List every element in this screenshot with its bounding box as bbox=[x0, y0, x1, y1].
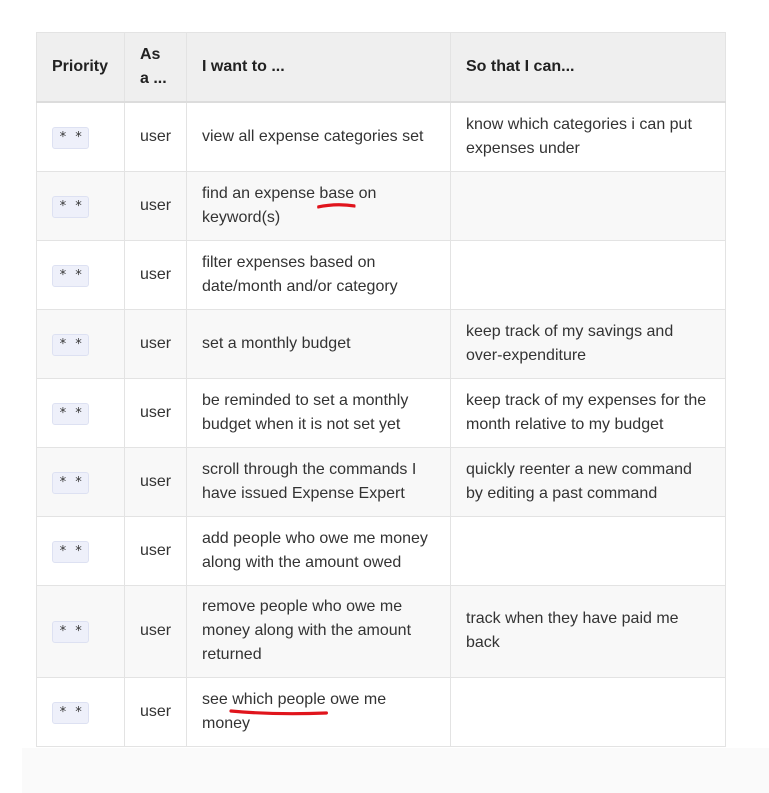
page-footer-band bbox=[22, 748, 769, 793]
want-text-marked: which people bbox=[232, 690, 326, 708]
role-cell: user bbox=[125, 677, 187, 746]
want-cell: view all expense categories set bbox=[187, 102, 451, 171]
priority-cell bbox=[37, 378, 125, 447]
priority-cell bbox=[37, 171, 125, 240]
table-row bbox=[37, 309, 726, 378]
want-cell: remove people who owe me money along with the amount returned bbox=[187, 585, 451, 677]
priority-badge: * * bbox=[52, 403, 89, 425]
table-row bbox=[37, 378, 726, 447]
want-text-before: see bbox=[202, 690, 233, 708]
role-cell: user bbox=[125, 516, 187, 585]
so-that-cell: track when they have paid me back bbox=[451, 585, 726, 677]
want-text-after: owe me money bbox=[202, 690, 387, 732]
want-text-before: find an expense bbox=[202, 184, 320, 202]
priority-badge: * * bbox=[52, 472, 89, 494]
priority-badge: * * bbox=[52, 265, 89, 287]
role-cell: user bbox=[125, 240, 187, 309]
header-as-a: As a ... bbox=[125, 33, 187, 103]
role-cell: user bbox=[125, 447, 187, 516]
priority-badge: * * bbox=[52, 196, 89, 218]
priority-badge: * * bbox=[52, 127, 89, 149]
priority-cell bbox=[37, 585, 125, 677]
so-that-cell: quickly reenter a new command by editing a past command bbox=[451, 447, 726, 516]
red-underline-annotation bbox=[232, 691, 325, 708]
red-underline-icon bbox=[317, 201, 356, 211]
priority-cell bbox=[37, 447, 125, 516]
priority-badge: * * bbox=[52, 334, 89, 356]
header-so-that: So that I can... bbox=[451, 33, 726, 103]
so-that-cell: keep track of my savings and over-expenditure bbox=[451, 309, 726, 378]
priority-cell bbox=[37, 102, 125, 171]
table-row bbox=[37, 516, 726, 585]
priority-cell bbox=[37, 309, 125, 378]
table-row bbox=[37, 240, 726, 309]
table-row bbox=[37, 677, 726, 746]
want-cell: add people who owe me money along with the amount owed bbox=[187, 516, 451, 585]
role-cell: user bbox=[125, 585, 187, 677]
role-cell: user bbox=[125, 102, 187, 171]
user-stories-table bbox=[36, 32, 726, 747]
header-priority: Priority bbox=[37, 33, 125, 103]
role-cell: user bbox=[125, 309, 187, 378]
so-that-cell bbox=[451, 516, 726, 585]
want-text-marked: base bbox=[319, 184, 355, 202]
priority-cell bbox=[37, 677, 125, 746]
priority-cell bbox=[37, 240, 125, 309]
red-underline-annotation bbox=[319, 185, 354, 202]
role-cell: user bbox=[125, 171, 187, 240]
role-cell: user bbox=[125, 378, 187, 447]
want-cell: filter expenses based on date/month and/or category bbox=[187, 240, 451, 309]
so-that-cell: keep track of my expenses for the month relative to my budget bbox=[451, 378, 726, 447]
so-that-cell: know which categories i can put expenses under bbox=[451, 102, 726, 171]
want-cell bbox=[187, 677, 451, 746]
want-cell bbox=[187, 171, 451, 240]
header-want: I want to ... bbox=[187, 33, 451, 103]
table-row bbox=[37, 102, 726, 171]
priority-cell bbox=[37, 516, 125, 585]
priority-badge: * * bbox=[52, 541, 89, 563]
priority-badge: * * bbox=[52, 702, 89, 724]
want-cell: set a monthly budget bbox=[187, 309, 451, 378]
so-that-cell bbox=[451, 240, 726, 309]
table-header-row bbox=[37, 33, 726, 103]
table-row bbox=[37, 171, 726, 240]
table-row bbox=[37, 447, 726, 516]
want-cell: scroll through the commands I have issued Expense Expert bbox=[187, 447, 451, 516]
want-text-after: on keyword(s) bbox=[202, 184, 377, 226]
so-that-cell bbox=[451, 677, 726, 746]
want-cell: be reminded to set a monthly budget when it is not set yet bbox=[187, 378, 451, 447]
table-row bbox=[37, 585, 726, 677]
so-that-cell bbox=[451, 171, 726, 240]
priority-badge: * * bbox=[52, 621, 89, 643]
